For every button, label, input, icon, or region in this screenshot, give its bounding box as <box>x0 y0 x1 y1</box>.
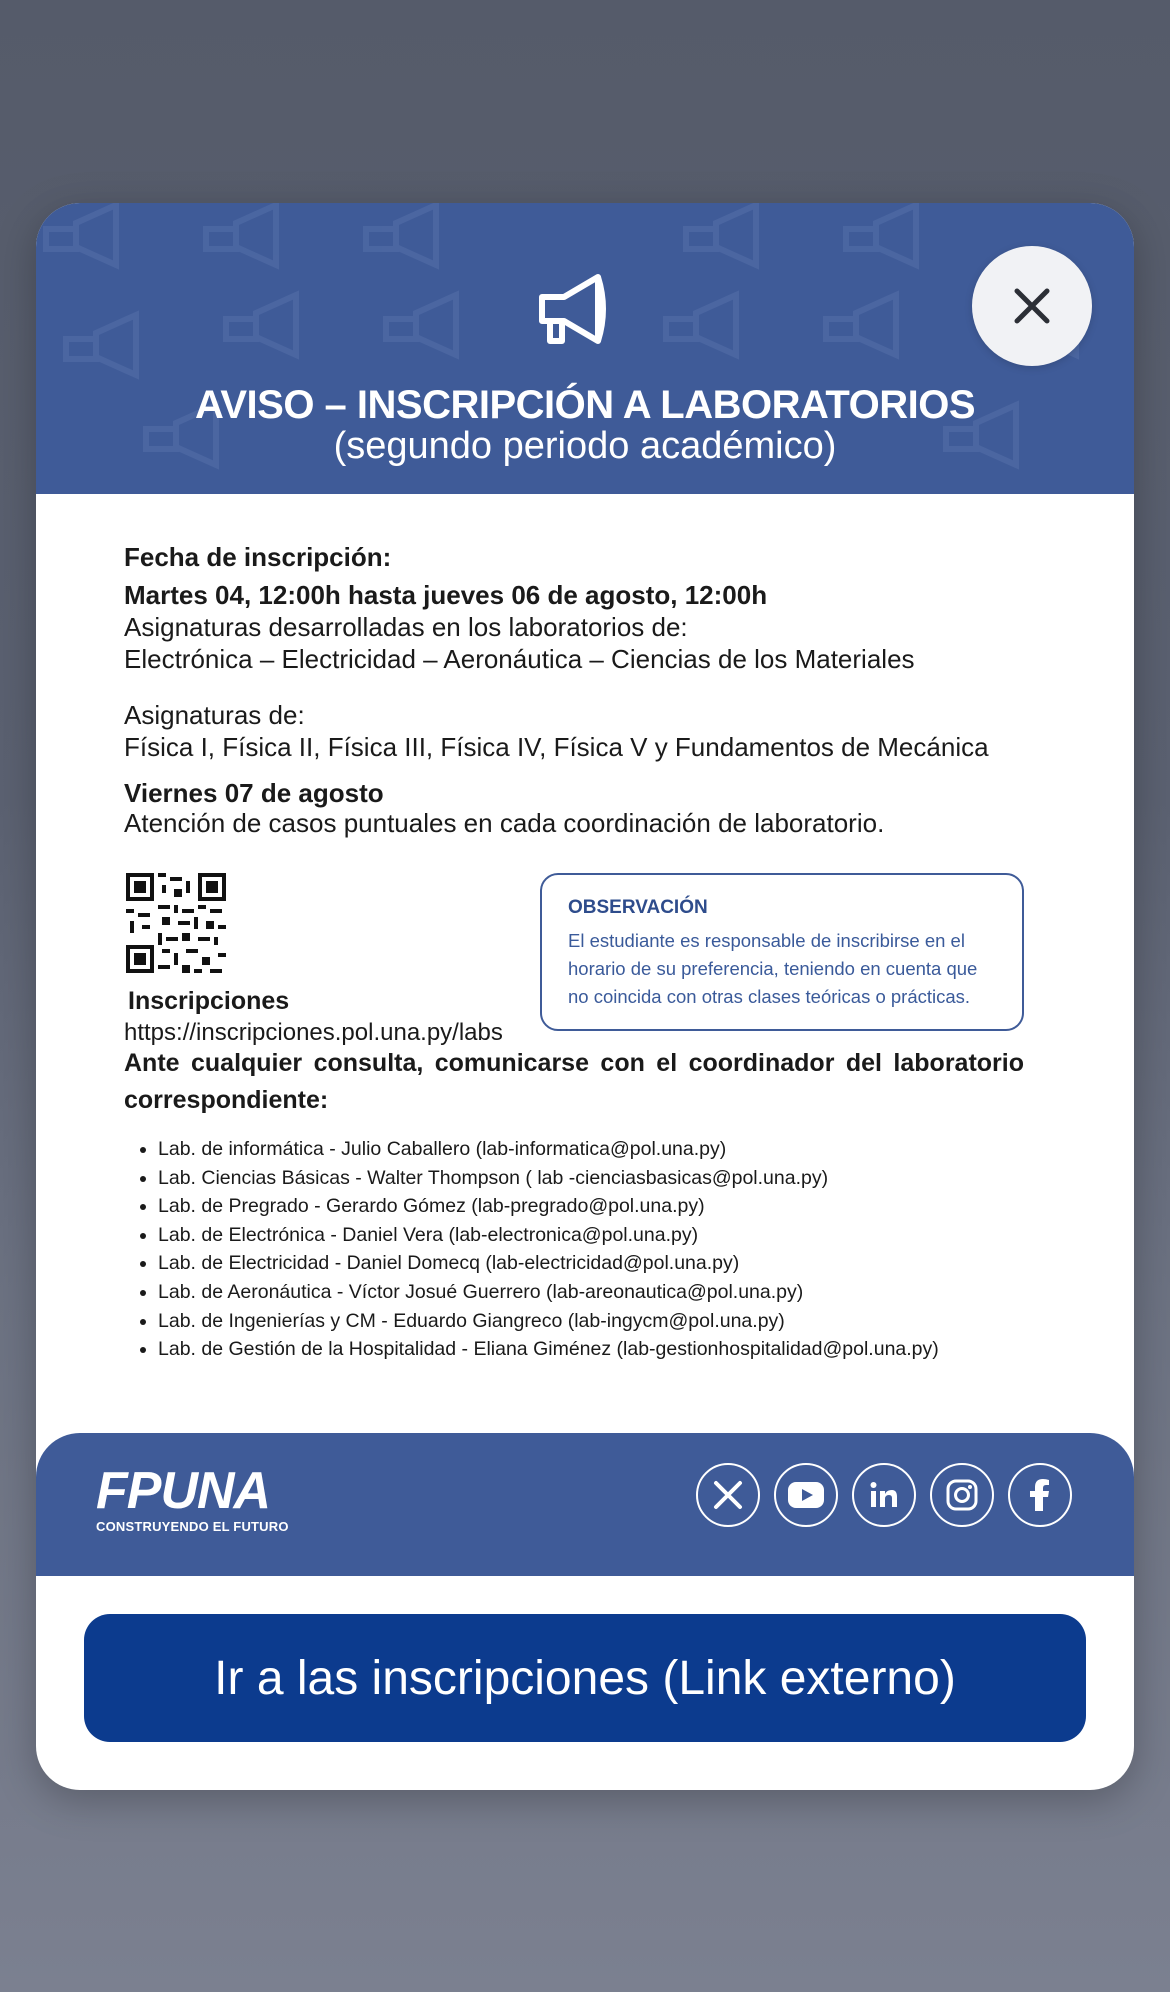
labs-intro: Asignaturas desarrolladas en los laboratorios de: <box>124 612 688 642</box>
list-item: • Lab. de Aeronáutica - Víctor Josué Guerrero (lab-areonautica@pol.una.py) <box>158 1278 1058 1307</box>
fpuna-logo <box>96 1462 289 1534</box>
announcement-banner <box>36 203 1134 494</box>
go-to-registration-button[interactable]: Ir a las inscripciones (Link externo) <box>84 1614 1086 1742</box>
viernes-text: Atención de casos puntuales en cada coordinación de laboratorio. <box>124 808 885 838</box>
footer-band <box>36 1433 1134 1576</box>
fecha-value: Martes 04, 12:00h hasta jueves 06 de agosto, 12:00h <box>124 580 768 610</box>
logo-tagline: CONSTRUYENDO EL FUTURO <box>96 1519 289 1534</box>
list-item: • Lab. de Pregrado - Gerardo Gómez (lab-pregrado@pol.una.py) <box>158 1192 1058 1221</box>
observation-box <box>540 873 1024 1031</box>
banner-title: AVISO – INSCRIPCIÓN A LABORATORIOS <box>194 383 976 427</box>
inscripciones-url[interactable]: https://inscripciones.pol.una.py/labs <box>124 1019 503 1046</box>
viernes-label: Viernes 07 de agosto <box>124 778 384 808</box>
list-item: • Lab. de Gestión de la Hospitalidad - Eliana Giménez (lab-gestionhospitalidad@pol.una.py) <box>158 1335 1058 1364</box>
inscripciones-label: Inscripciones <box>128 987 290 1015</box>
youtube-icon[interactable] <box>774 1463 838 1527</box>
fecha-label: Fecha de inscripción: <box>124 542 392 572</box>
facebook-icon[interactable] <box>1008 1463 1072 1527</box>
list-item: • Lab. de Electrónica - Daniel Vera (lab-electronica@pol.una.py) <box>158 1221 1058 1250</box>
banner-subtitle: (segundo periodo académico) <box>333 425 837 467</box>
instagram-icon[interactable] <box>930 1463 994 1527</box>
list-item: • Lab. Ciencias Básicas - Walter Thompson ( lab -cienciasbasicas@pol.una.py) <box>158 1164 1058 1193</box>
list-item: • Lab. de Ingenierías y CM - Eduardo Giangreco (lab-ingycm@pol.una.py) <box>158 1307 1058 1336</box>
consulta-text: Ante cualquier consulta, comunicarse con el coordinador del laboratorio correspondiente: <box>124 1049 1024 1114</box>
linkedin-icon[interactable] <box>852 1463 916 1527</box>
inscripciones-section <box>124 873 1060 1046</box>
close-button[interactable] <box>972 246 1092 366</box>
labs-list: Electrónica – Electricidad – Aeronáutica – Ciencias de los Materiales <box>124 644 915 674</box>
observation-text: El estudiante es responsable de inscribirse en el horario de su preferencia, teniendo en cuenta que no coincida con otras clases teóricas o prácticas. <box>568 930 978 1007</box>
x-icon[interactable] <box>696 1463 760 1527</box>
qr-code[interactable] <box>126 873 226 973</box>
list-item: • Lab. de Electricidad - Daniel Domecq (lab-electricidad@pol.una.py) <box>158 1249 1058 1278</box>
logo-text: FPUNA <box>96 1462 271 1520</box>
megaphone-icon <box>532 263 628 359</box>
asignaturas-intro: Asignaturas de: <box>124 700 305 730</box>
list-item: • Lab. de informática - Julio Caballero (lab-informatica@pol.una.py) <box>158 1135 1058 1164</box>
close-icon <box>1013 287 1051 325</box>
announcement-modal <box>36 203 1134 1790</box>
asignaturas-list: Física I, Física II, Física III, Física IV, Física V y Fundamentos de Mecánica <box>124 732 989 762</box>
observation-title: OBSERVACIÓN <box>568 897 708 918</box>
coordinator-list <box>124 1135 1058 1364</box>
